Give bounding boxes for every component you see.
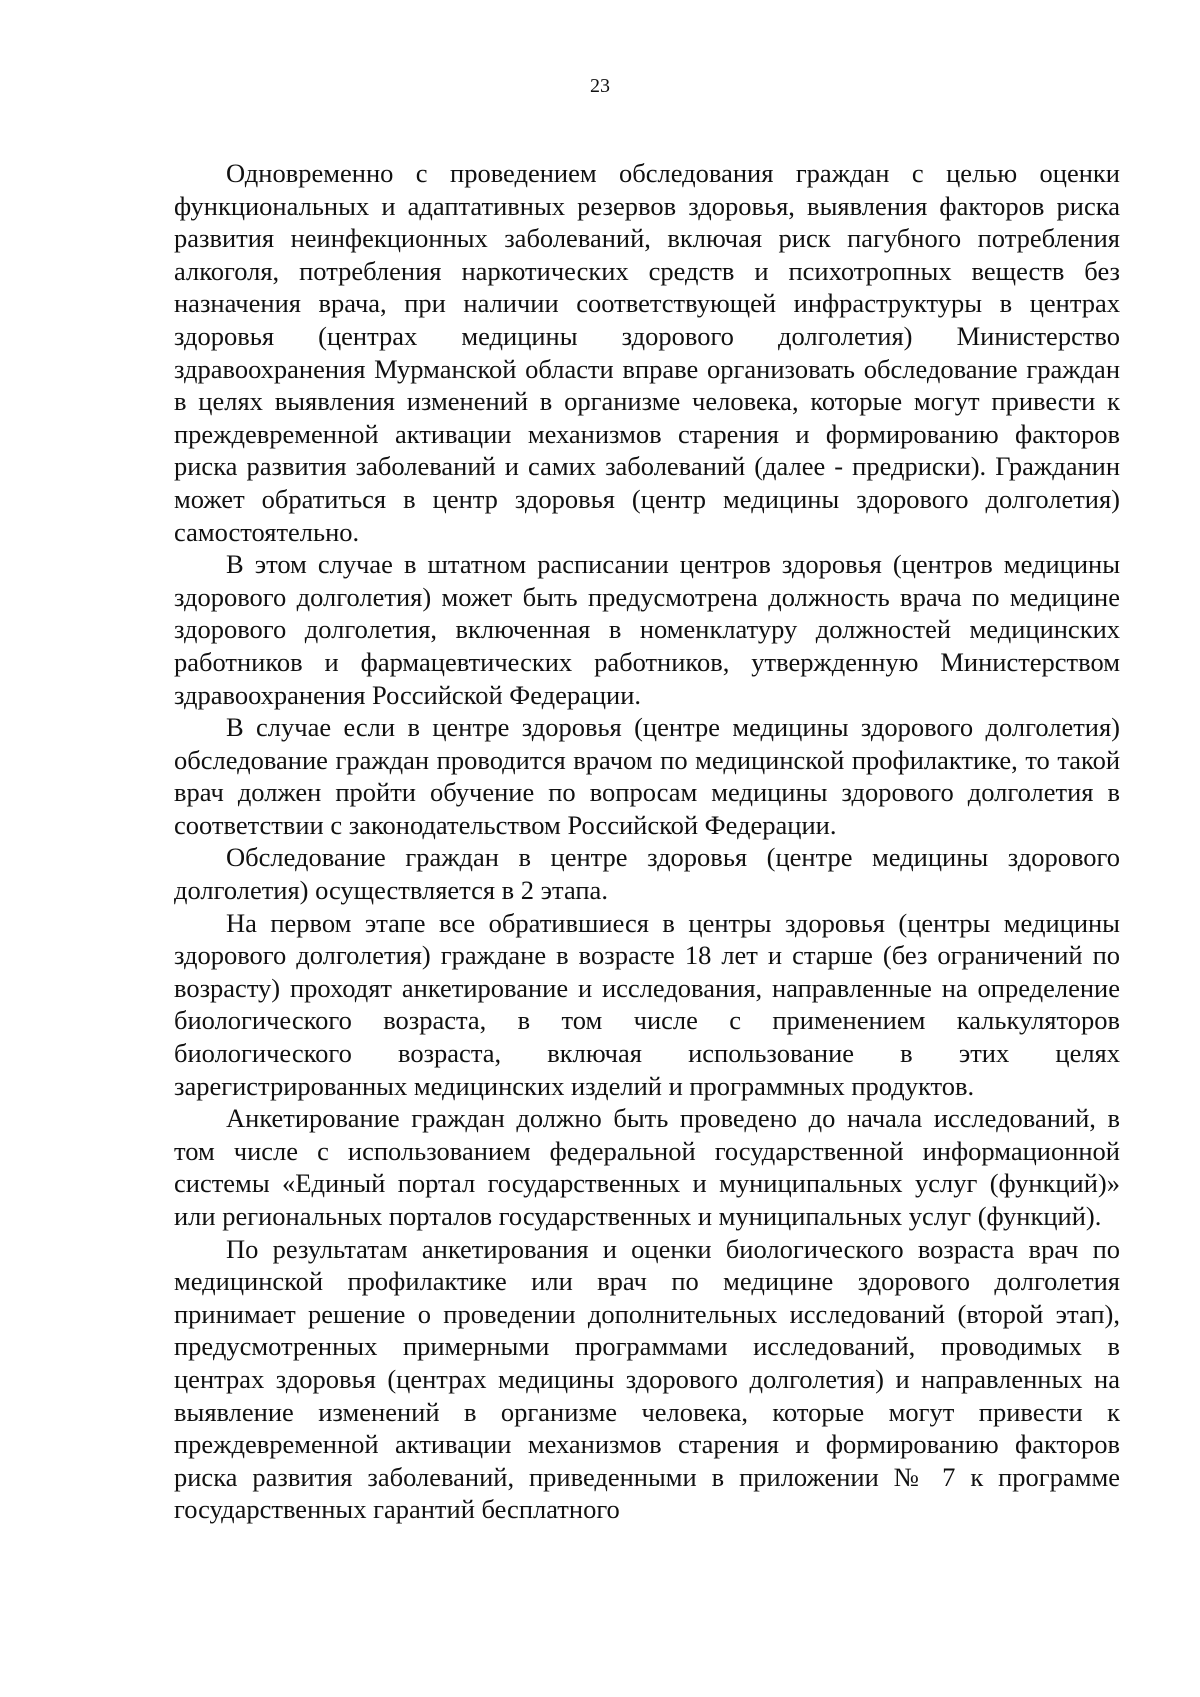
- paragraph-3: В случае если в центре здоровья (центре медицины здорового долголетия) обследование граждан проводится врачом по медицинской профилактике, то такой врач должен пройти обучение по вопросам медицины здорового долголетия в соответствии с законодательством Российской Федерации.: [174, 712, 1120, 840]
- paragraph-4: Обследование граждан в центре здоровья (центре медицины здорового долголетия) осуществляется в 2 этапа.: [174, 842, 1120, 906]
- paragraph-2: В этом случае в штатном расписании центров здоровья (центров медицины здорового долголетия) может быть предусмотрена должность врача по медицине здорового долголетия, включенная в номенклатуру должностей медицинских работников и фармацевтических работников, утвержденную Министерством здравоохранения Российской Федерации.: [174, 549, 1120, 710]
- paragraph-5: На первом этапе все обратившиеся в центры здоровья (центры медицины здорового долголетия) граждане в возрасте 18 лет и старше (без ограничений по возрасту) проходят анкетирование и исследования, направленные на определение биологического возраста, в том числе с применением калькуляторов биологического возраста, включая использование в этих целях зарегистрированных медицинских изделий и программных продуктов.: [174, 907, 1120, 1101]
- document-body: [174, 157, 1120, 1526]
- paragraph-1: Одновременно с проведением обследования граждан с целью оценки функциональных и адаптативных резервов здоровья, выявления факторов риска развития неинфекционных заболеваний, включая риск пагубного потребления алкоголя, потребления наркотических средств и психотропных веществ без назначения врача, при наличии соответствующей инфраструктуры в центрах здоровья (центрах медицины здорового долголетия) Министерство здравоохранения Мурманской области вправе организовать обследование граждан в целях выявления изменений в организме человека, которые могут привести к преждевременной активации механизмов старения и формированию факторов риска развития заболеваний и самих заболеваний (далее - предриски). Гражданин может обратиться в центр здоровья (центр медицины здорового долголетия) самостоятельно.: [174, 158, 1120, 547]
- paragraph-7: По результатам анкетирования и оценки биологического возраста врач по медицинской профилактике или врач по медицине здорового долголетия принимает решение о проведении дополнительных исследований (второй этап), предусмотренных примерными программами исследований, проводимых в центрах здоровья (центрах медицины здорового долголетия) и направленных на выявление изменений в организме человека, которые могут привести к преждевременной активации механизмов старения и формированию факторов риска развития заболеваний, приведенными в приложении № 7 к программе государственных гарантий бесплатного: [174, 1233, 1120, 1525]
- paragraph-6: Анкетирование граждан должно быть проведено до начала исследований, в том числе с использованием федеральной государственной информационной системы «Единый портал государственных и муниципальных услуг (функций)» или региональных порталов государственных и муниципальных услуг (функций).: [174, 1103, 1120, 1231]
- page-number: 23: [590, 75, 610, 97]
